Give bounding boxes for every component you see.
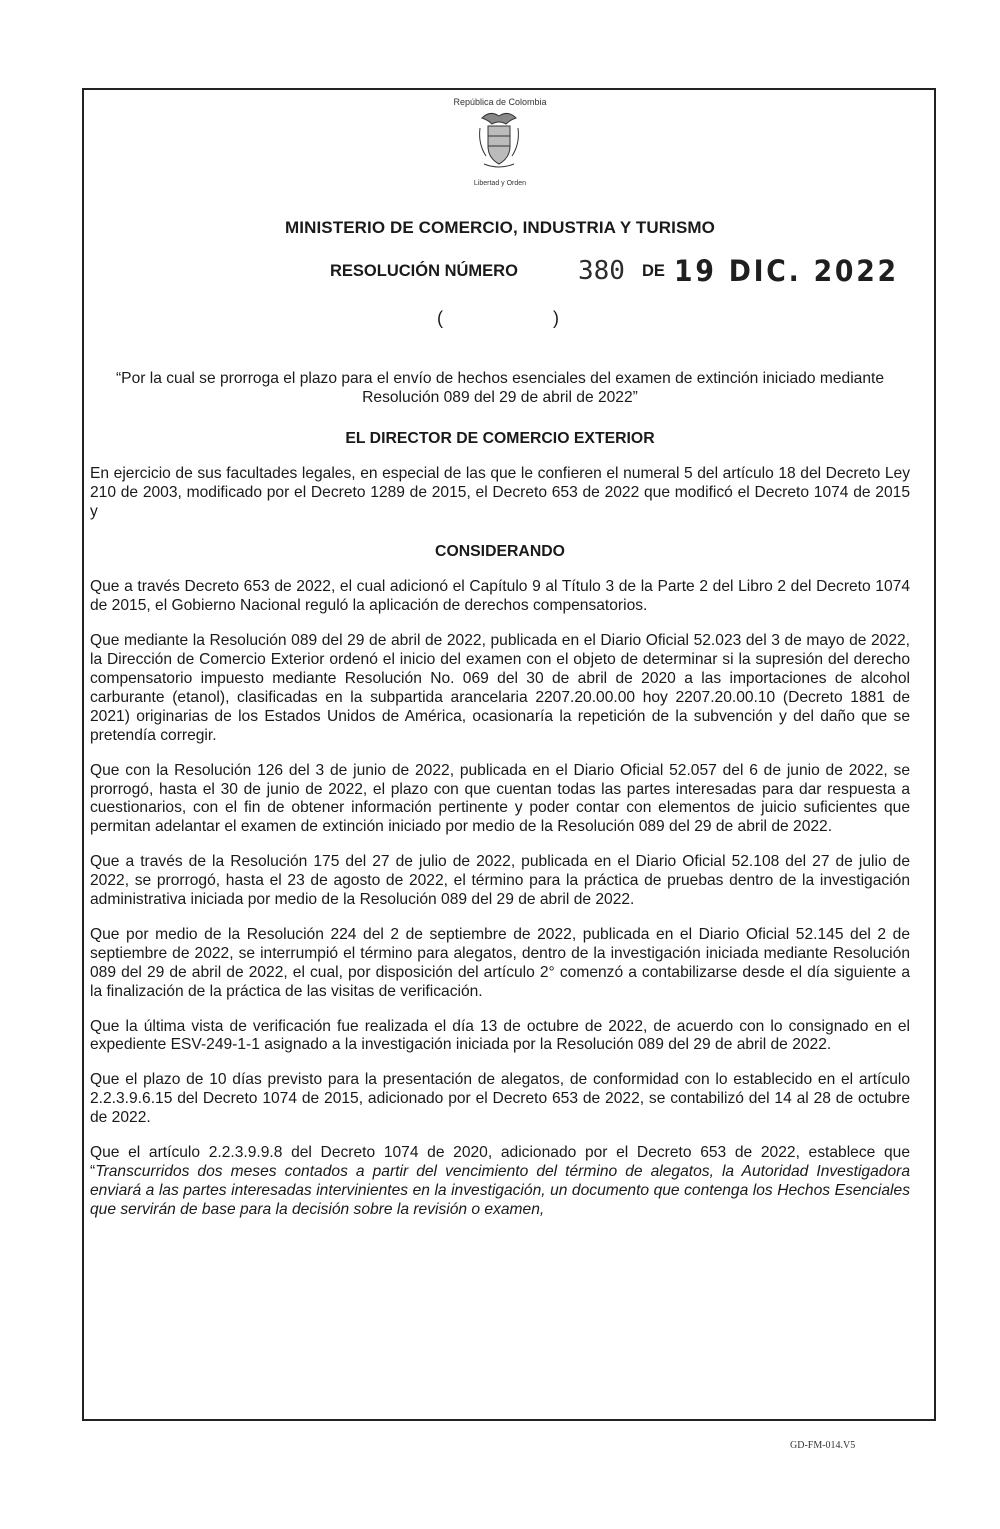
considerando-paragraph: Que a través de la Resolución 175 del 27 de julio de 2022, publicada en el Diario Oficial 52.108 del 27 de julio de 2022, se prorrogó, hasta el 23 de agosto de 2022, el término para la práctica de pruebas dentro de la investigación administrativa iniciada por medio de la Resolución 089 del 29 de abril de 2022.: [90, 853, 910, 909]
resolution-label: RESOLUCIÓN NÚMERO: [330, 262, 518, 280]
date-preposition: DE: [642, 262, 665, 280]
considerando-paragraph: Que mediante la Resolución 089 del 29 de abril de 2022, publicada en el Diario Oficial 52.023 del 3 de mayo de 2022, la Dirección de Comercio Exterior ordenó el inicio del examen con el objeto de determinar si la supresión del derecho compensatorio impuesto mediante Resolución No. 069 del 30 de abril de 2020 a las importaciones de alcohol carburante (etanol), clasificadas en la subpartida arancelaria 2207.20.00.00 hoy 2207.20.00.10 (Decreto 1881 de 2021) originarias de los Estados Unidos de América, ocasionaría la repetición de la subvención y del daño que se pretendía corregir.: [90, 632, 910, 744]
resolution-title: “Por la cual se prorroga el plazo para el envío de hechos esenciales del examen de extinción iniciado mediante Resolución 089 del 29 de abril de 2022”: [115, 370, 885, 406]
coat-of-arms-icon: [476, 108, 522, 170]
preamble-paragraph: En ejercicio de sus facultades legales, en especial de las que le confieren el numeral 5 del artículo 18 del Decreto Ley 210 de 2003, modificado por el Decreto 1289 de 2015, el Decreto 653 de 2022 que modificó el Decreto 1074 de 2015 y: [90, 464, 910, 520]
last-paragraph-text: Que el artículo 2.2.3.9.9.8 del Decreto 1074 de 2020, adicionado por el Decreto 653 de 2022, establece que “: [90, 1144, 910, 1180]
national-motto: Libertad y Orden: [473, 180, 527, 187]
resolution-date: 19 DIC. 2022: [674, 254, 899, 288]
considerando-heading: CONSIDERANDO: [435, 543, 565, 561]
considerando-paragraph-last: [90, 1144, 910, 1220]
paren-close: ): [553, 308, 559, 328]
paren-open: (: [437, 308, 443, 328]
country-name: República de Colombia: [453, 97, 547, 107]
considerando-paragraph: Que el plazo de 10 días previsto para la presentación de alegatos, de conformidad con lo establecido en el artículo 2.2.3.9.6.15 del Decreto 1074 de 2015, adicionado por el Decreto 653 de 2022, se contabilizó del 14 al 28 de octubre de 2022.: [90, 1071, 910, 1127]
considerando-paragraph: Que a través Decreto 653 de 2022, el cual adicionó el Capítulo 9 al Título 3 de la Parte 2 del Libro 2 del Decreto 1074 de 2015, el Gobierno Nacional reguló la aplicación de derechos compensatorios.: [90, 578, 910, 615]
form-code: GD-FM-014.V5: [790, 1440, 856, 1451]
ministry-name: MINISTERIO DE COMERCIO, INDUSTRIA Y TURISMO: [285, 218, 715, 237]
document-body: [90, 370, 910, 1236]
considerando-paragraph: Que con la Resolución 126 del 3 de junio de 2022, publicada en el Diario Oficial 52.057 del 6 de junio de 2022, se prorrogó, hasta el 30 de junio de 2022, el plazo con que cuentan todas las partes interesadas para dar respuesta a cuestionarios, con el fin de obtener información pertinente y poder contar con elementos de juicio suficientes que permitan adelantar el examen de extinción iniciado por medio de la Resolución 089 del 29 de abril de 2022.: [90, 761, 910, 836]
authority-heading: EL DIRECTOR DE COMERCIO EXTERIOR: [345, 429, 655, 447]
considerando-paragraph: Que por medio de la Resolución 224 del 2 de septiembre de 2022, publicada en el Diario Oficial 52.145 del 2 de septiembre de 2022, se interrumpió el término para alegatos, dentro de la investigación iniciada mediante Resolución 089 del 29 de abril de 2022, el cual, por disposición del artículo 2° comenzó a contabilizarse desde el día siguiente a la finalización de la práctica de las visitas de verificación.: [90, 925, 910, 1000]
considerando-paragraph: Que la última vista de verificación fue realizada el día 13 de octubre de 2022, de acuerdo con lo consignado en el expediente ESV-249-1-1 asignado a la investigación iniciada por la Resolución 089 del 29 de abril de 2022.: [90, 1017, 910, 1054]
resolution-number: 380: [578, 256, 625, 286]
quoted-article-text: Transcurridos dos meses contados a partir del vencimiento del término de alegatos, la Autoridad Investigadora enviará a las partes interesadas intervinientes en la investigación, un documento que contenga los Hechos Esenciales que servirán de base para la decisión sobre la revisión o examen,: [90, 1163, 910, 1218]
